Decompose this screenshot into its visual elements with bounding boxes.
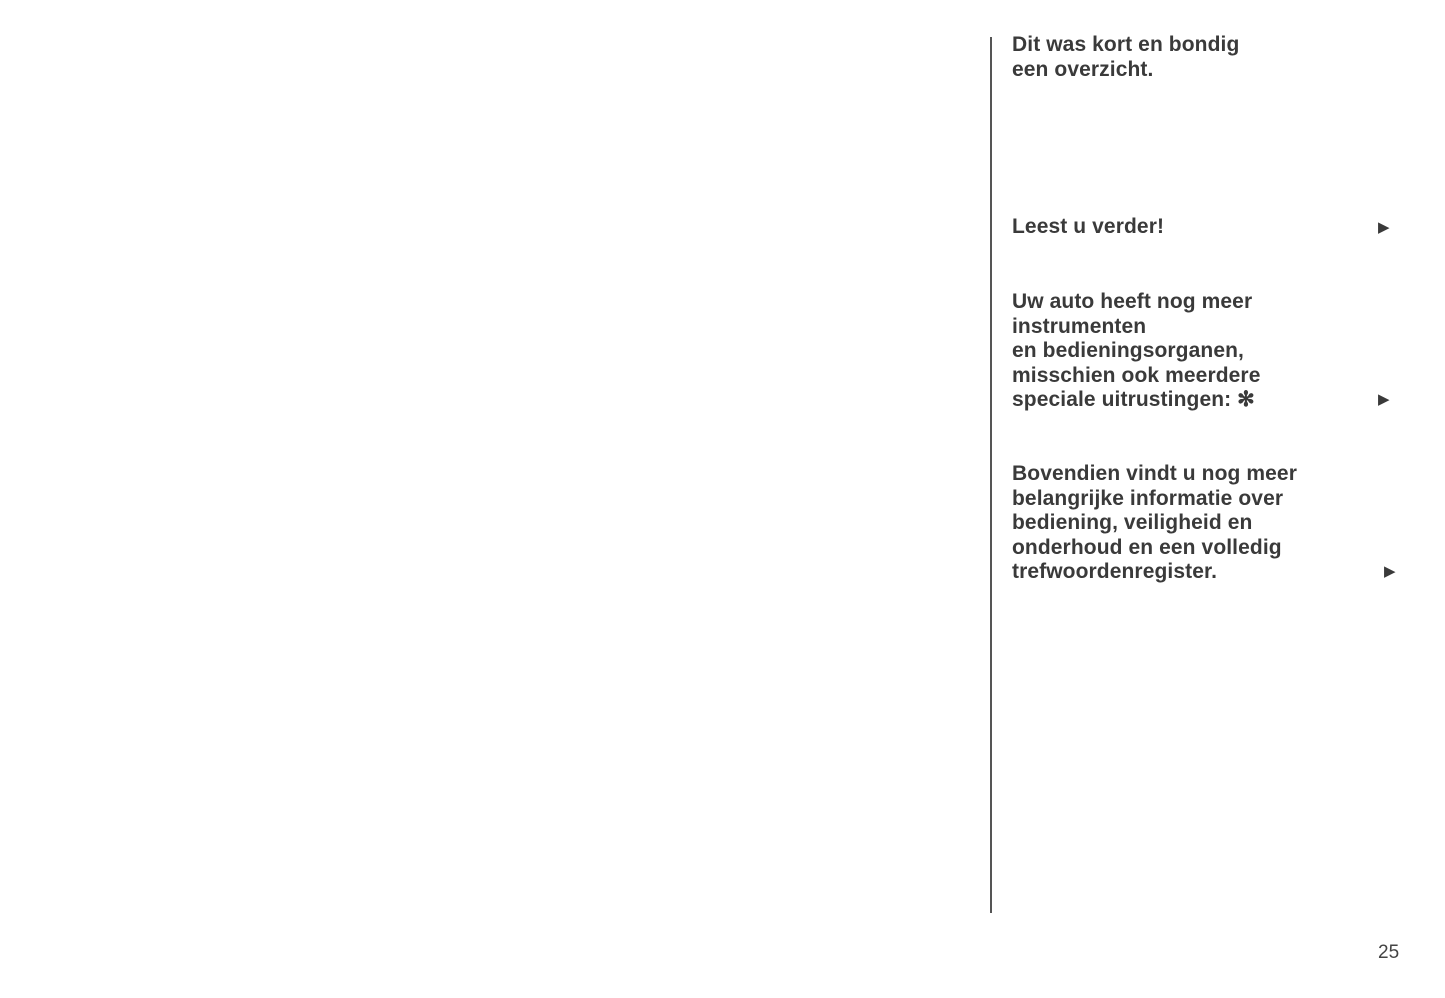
text-line: onderhoud en een volledig [1012, 535, 1282, 559]
text-line: en bedieningsorganen, [1012, 339, 1244, 362]
vertical-divider [990, 37, 992, 913]
arrow-right-icon: ▶ [1378, 391, 1390, 408]
text-line: Bovendien vindt u nog meer [1012, 462, 1297, 485]
text-line: een overzicht. [1012, 57, 1154, 81]
text-line: misschien ook meerdere [1012, 363, 1261, 387]
information-paragraph [1012, 462, 1297, 585]
text-line: bediening, veiligheid en [1012, 511, 1253, 534]
page-number: 25 [1378, 942, 1400, 963]
text-line: speciale uitrustingen: ✻ [1012, 388, 1255, 411]
read-on-paragraph [1012, 215, 1164, 240]
text-line: instrumenten [1012, 314, 1147, 338]
intro-paragraph [1012, 33, 1239, 82]
text-line: Uw auto heeft nog meer [1012, 290, 1253, 313]
text-line: belangrijke informatie over [1012, 486, 1284, 510]
text-line: trefwoordenregister. [1012, 560, 1218, 583]
arrow-right-icon: ▶ [1378, 219, 1390, 236]
text-line: Leest u verder! [1012, 215, 1165, 238]
arrow-right-icon: ▶ [1384, 563, 1396, 580]
instruments-paragraph [1012, 290, 1260, 413]
text-line: Dit was kort en bondig [1012, 33, 1240, 56]
